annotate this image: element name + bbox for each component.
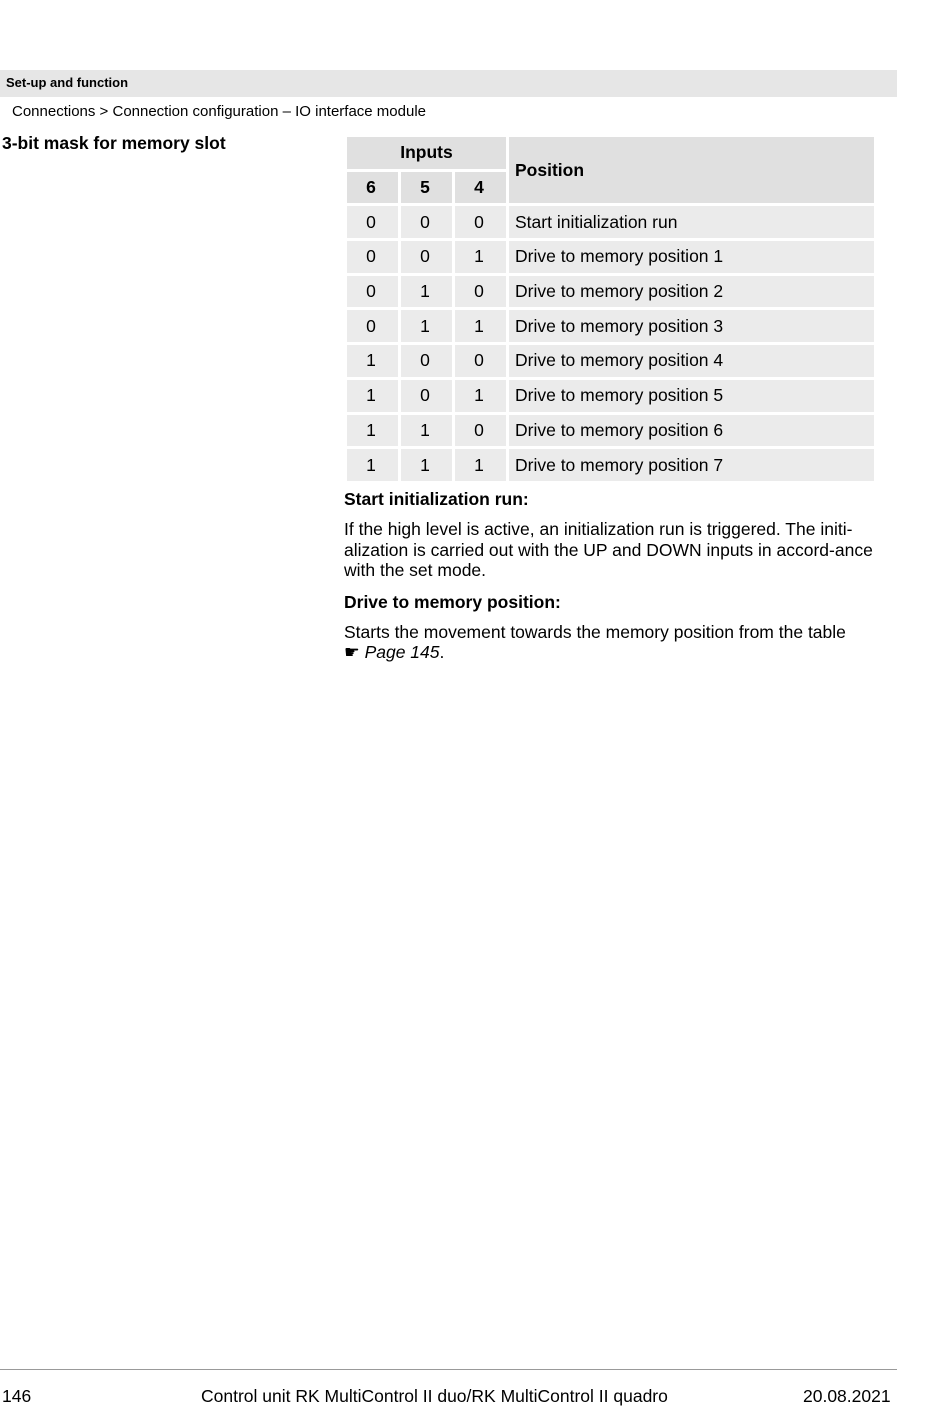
drive-text: Starts the movement towards the memory position from the table (344, 621, 846, 642)
bit-6-cell: 1 (347, 449, 398, 481)
position-cell: Drive to memory position 6 (509, 415, 874, 447)
bit-6-cell: 0 (347, 276, 398, 308)
bit-4-cell: 1 (455, 310, 506, 342)
init-heading: Start initialization run: (344, 489, 529, 509)
table-row (347, 380, 874, 412)
bit-5-cell: 0 (401, 345, 452, 377)
position-cell: Drive to memory position 7 (509, 449, 874, 481)
bit-4-cell: 0 (455, 415, 506, 447)
table-header-row (347, 137, 874, 169)
bit-5-cell: 0 (401, 206, 452, 238)
bit-4-cell: 1 (455, 380, 506, 412)
bit-6-cell: 1 (347, 380, 398, 412)
position-cell: Drive to memory position 4 (509, 345, 874, 377)
footer-title: Control unit RK MultiControl II duo/RK MultiControl II quadro (201, 1386, 668, 1406)
bit-5-cell: 1 (401, 449, 452, 481)
bit-6-header: 6 (347, 172, 398, 204)
description (344, 488, 889, 673)
bit-4-cell: 1 (455, 241, 506, 273)
bit-4-cell: 1 (455, 449, 506, 481)
footer-date: 20.08.2021 (803, 1386, 891, 1406)
page-reference-link[interactable] (344, 642, 440, 662)
bit-6-cell: 0 (347, 310, 398, 342)
bit-5-cell: 1 (401, 276, 452, 308)
bit-5-cell: 0 (401, 241, 452, 273)
section-header-label: Set-up and function (6, 75, 129, 90)
memory-mask-table (344, 134, 877, 484)
footer-divider (0, 1369, 897, 1370)
side-title: 3-bit mask for memory slot (2, 133, 226, 153)
bit-5-header: 5 (401, 172, 452, 204)
bit-4-cell: 0 (455, 206, 506, 238)
inputs-header: Inputs (347, 137, 506, 169)
page-ref-arrow-icon: ☛ (344, 642, 360, 662)
table-body (347, 206, 874, 481)
table-row (347, 310, 874, 342)
bit-6-cell: 0 (347, 206, 398, 238)
bit-4-cell: 0 (455, 276, 506, 308)
page-reference-text: Page 145 (364, 642, 440, 662)
table-row (347, 206, 874, 238)
table-row (347, 276, 874, 308)
breadcrumb: Connections > Connection configuration – IO interface module (12, 103, 427, 120)
position-cell: Drive to memory position 1 (509, 241, 874, 273)
bit-4-cell: 0 (455, 345, 506, 377)
drive-paragraph (344, 622, 889, 663)
table-row (347, 241, 874, 273)
bit-5-cell: 0 (401, 380, 452, 412)
bit-4-header: 4 (455, 172, 506, 204)
init-paragraph: If the high level is active, an initialization run is triggered. The initi-alization is carried out with the UP and DOWN inputs in accord-ance with the set mode. (344, 519, 873, 580)
bit-5-cell: 1 (401, 415, 452, 447)
bit-5-cell: 1 (401, 310, 452, 342)
position-cell: Drive to memory position 3 (509, 310, 874, 342)
table-row (347, 345, 874, 377)
bit-6-cell: 1 (347, 415, 398, 447)
table-row (347, 449, 874, 481)
position-cell: Start initialization run (509, 206, 874, 238)
footer-page-number: 146 (2, 1386, 32, 1406)
drive-heading: Drive to memory position: (344, 591, 561, 612)
table-row (347, 415, 874, 447)
section-header (0, 70, 897, 97)
position-header: Position (509, 137, 874, 203)
position-cell: Drive to memory position 2 (509, 276, 874, 308)
position-cell: Drive to memory position 5 (509, 380, 874, 412)
bit-6-cell: 1 (347, 345, 398, 377)
bit-6-cell: 0 (347, 241, 398, 273)
drive-end: . (439, 642, 445, 662)
